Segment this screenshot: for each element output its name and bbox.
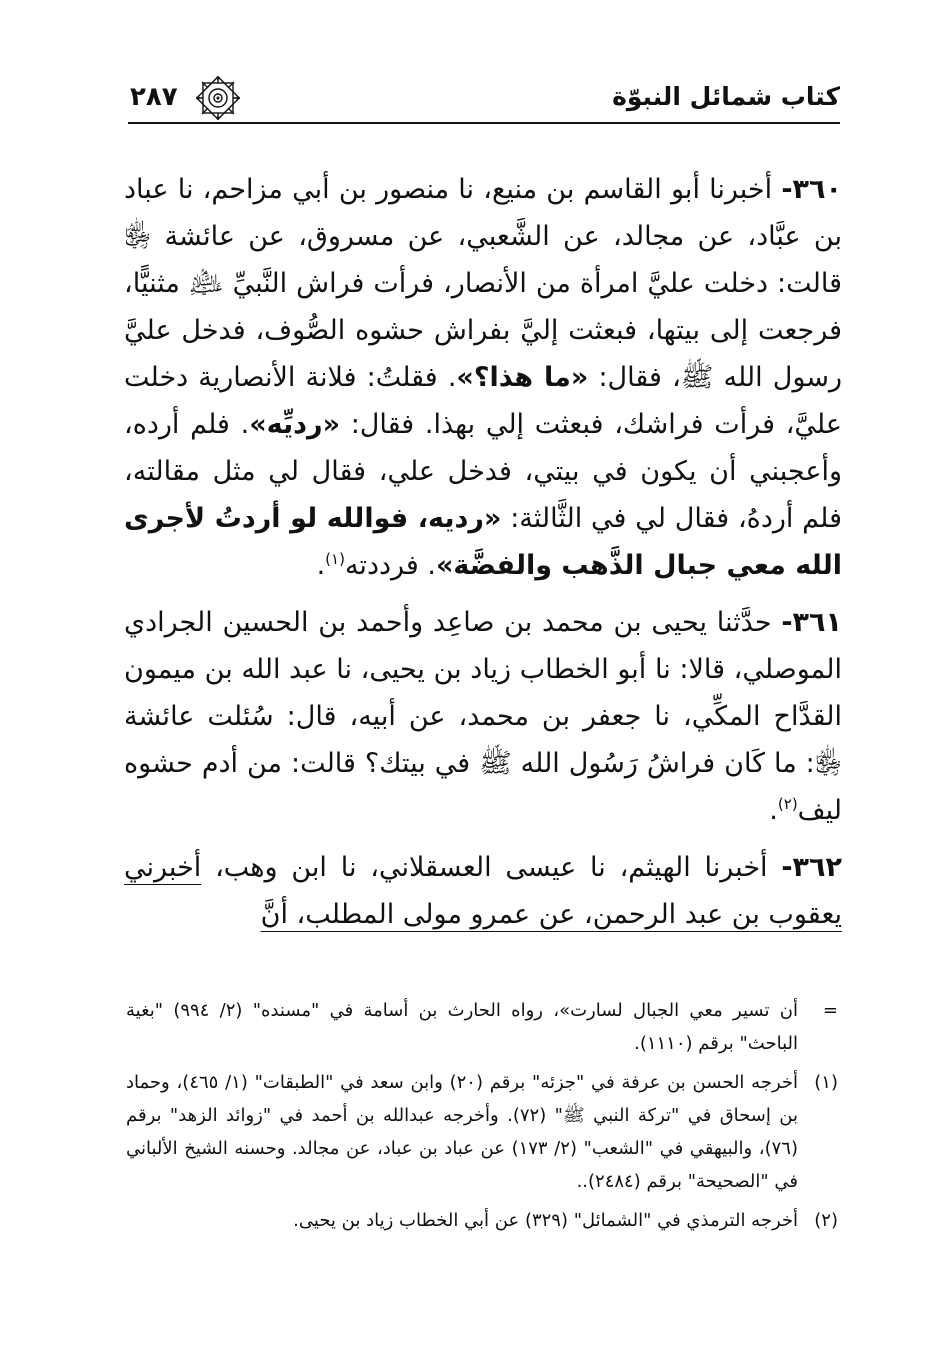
hadith-number: ٣٦١- xyxy=(781,607,842,638)
footnote-text: أخرجه الترمذي في "الشمائل" (٣٢٩) عن أبي الخطاب زياد بن يحيى. xyxy=(293,1210,798,1231)
hadith-361 xyxy=(124,599,842,834)
continued-text: أخبرني يعقوب بن عبد الرحمن، عن عمرو مولى المطلب، أنَّ xyxy=(124,852,842,930)
prophet-quote: «ما هذا؟» xyxy=(456,362,589,393)
footnote-continuation xyxy=(126,994,838,1060)
hadith-text: . فلم أرده، وأعجبني أن يكون في بيتي، فدخل علي، فقال لي مثل مقالته، فلم أردهُ، فقال لي في الثَّالثة: xyxy=(124,409,842,534)
hadith-text: أخبرنا الهيثم، نا عيسى العسقلاني، نا ابن وهب، xyxy=(201,852,782,883)
main-text xyxy=(124,166,842,938)
footnote-text: أن تسير معي الجبال لسارت»، رواه الحارث بن أسامة في "مسنده" (٢/ ٩٩٤) "بغية الباحث" برقم (١١١٠). xyxy=(126,1000,798,1054)
footnote-1 xyxy=(126,1066,838,1198)
hadith-360 xyxy=(124,166,842,589)
ornament-icon xyxy=(194,74,242,122)
footnote-mark: = xyxy=(822,1000,838,1021)
hadith-text: . فقلتُ: فلانة الأنصارية دخلت عليَّ، فرأت فراشك، فبعثت إلي بهذا. فقال: xyxy=(124,362,842,440)
header-rule xyxy=(128,122,840,124)
footnote-reference: (١) xyxy=(325,550,345,568)
hadith-362 xyxy=(124,844,842,938)
prophet-quote: «رديِّه» xyxy=(249,409,341,440)
hadith-number: ٣٦٢- xyxy=(781,852,842,883)
page-number: ٢٨٧ xyxy=(130,82,178,112)
footnote-mark: (٢) xyxy=(814,1210,838,1231)
hadith-text: حدَّثنا يحيى بن محمد بن صاعِد وأحمد بن الحسين الجرادي الموصلي، قالا: نا أبو الخطاب زياد بن يحيى، نا عبد الله بن ميمون القدَّاح المكِّي، نا جعفر بن محمد، عن أبيه، قال: سُئلت عائشة ﵂: ما كَان فراشُ رَسُول الله ﷺ في بيتك؟ قالت: من أدم حشوه ليف xyxy=(124,607,842,826)
prophet-quote: «رديه، فوالله لو أردتُ لأجرى الله معي جبال الذَّهب والفضَّة» xyxy=(124,503,842,581)
footnote-text: أخرجه الحسن بن عرفة في "جزئه" برقم (٢٠) وابن سعد في "الطبقات" (١/ ٤٦٥)، وحماد بن إسحاق في "تركة النبي ﷺ" (٧٢). وأخرجه عبدالله بن أحمد في "زوائد الزهد" برقم (٧٦)، والبيهقي في "الشعب" (٢/ ١٧٣) عن عباد بن عباد، عن مجالد. وحسنه الشيخ الألباني في "الصحيحة" برقم (٢٤٨٤).. xyxy=(126,1072,799,1192)
running-title: كتاب شمائل النبوّة xyxy=(612,82,840,111)
footnote-reference: (٢) xyxy=(777,795,798,813)
footnotes xyxy=(126,994,838,1243)
hadith-text: . فرددته xyxy=(344,550,436,581)
hadith-end: . xyxy=(316,550,326,581)
hadith-number: ٣٦٠- xyxy=(781,174,842,205)
footnote-2 xyxy=(126,1204,838,1237)
hadith-text: أخبرنا أبو القاسم بن منيع، نا منصور بن أبي مزاحم، نا عباد بن عبَّاد، عن مجالد، عن الشَّعبي، عن مسروق، عن عائشة ﵂ قالت: دخلت عليَّ امرأة من الأنصار، فرأت فراش النَّبيِّ ﵇ مثنيًّا، فرجعت إلى بيتها، فبعثت إليَّ بفراش حشوه الصُّوف، فدخل عليَّ رسول الله ﷺ، فقال: xyxy=(124,174,842,393)
footnote-mark: (١) xyxy=(814,1072,838,1093)
hadith-end: . xyxy=(769,795,778,826)
running-header xyxy=(128,66,840,126)
